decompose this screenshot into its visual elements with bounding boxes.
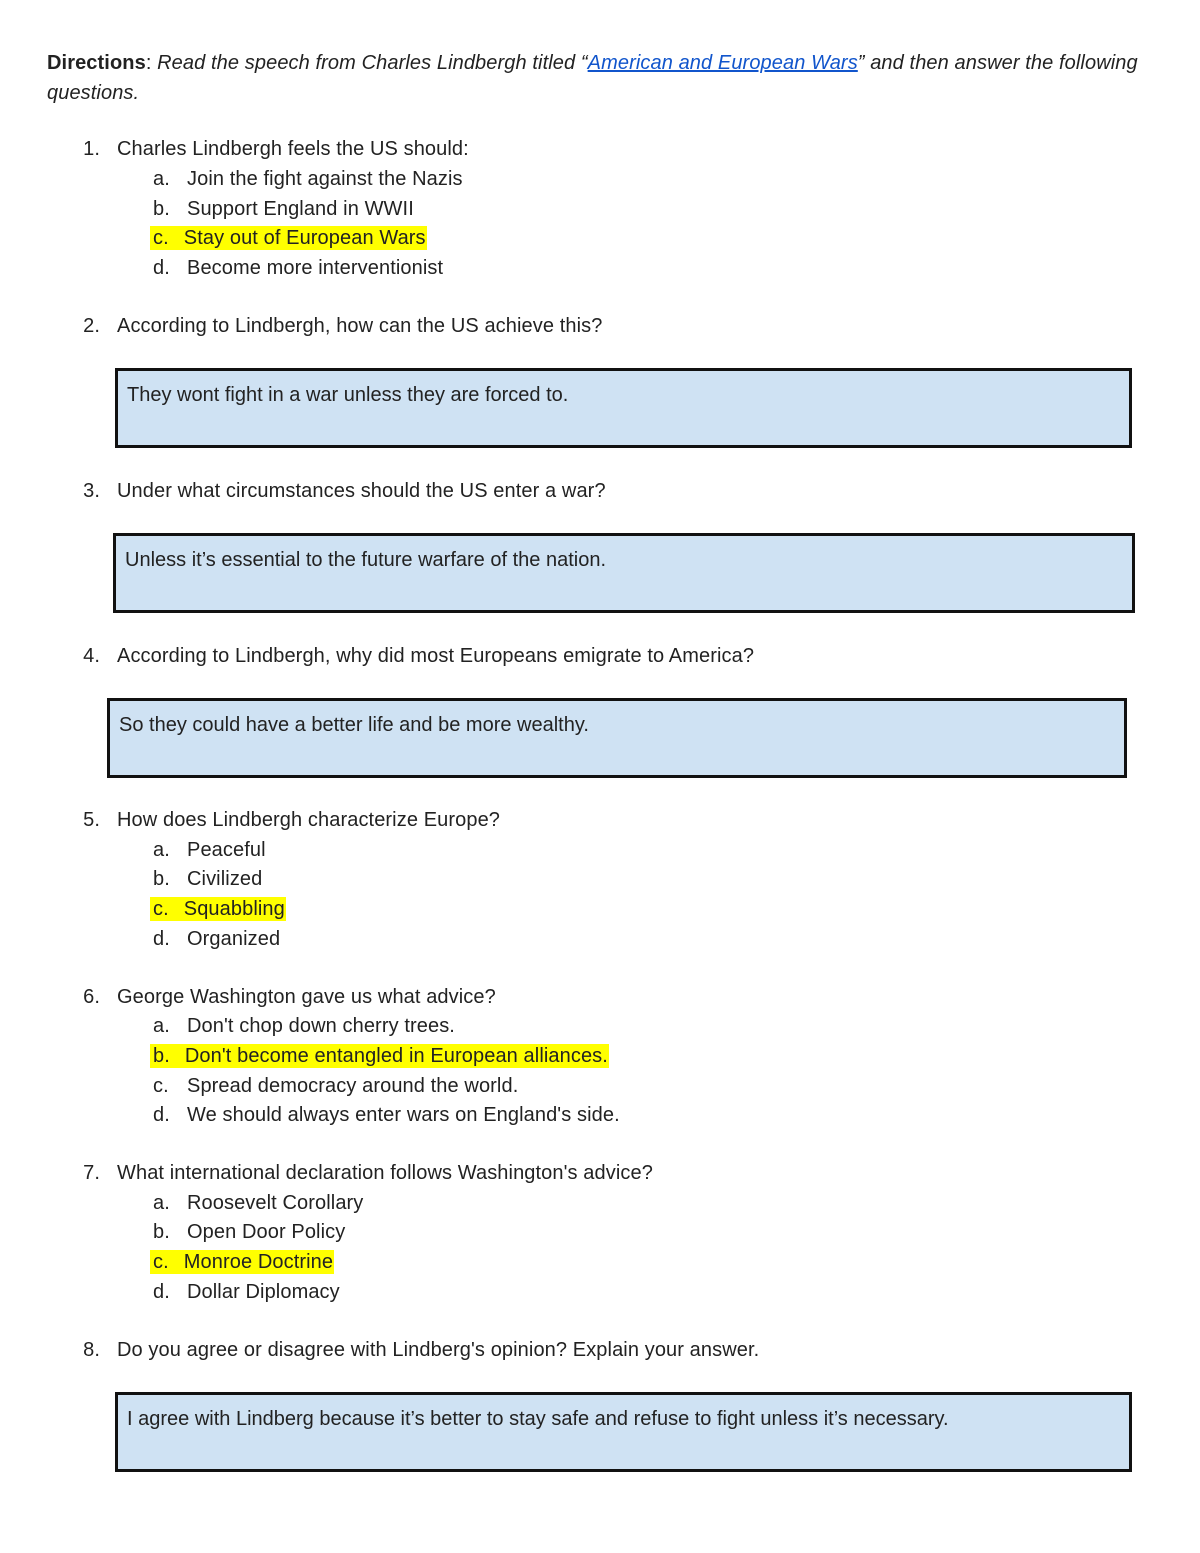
question-text: What international declaration follows Washington's advice? <box>117 1162 653 1184</box>
question-number: 8. <box>83 1339 100 1361</box>
question-number: 6. <box>83 986 100 1008</box>
question-number: 5. <box>83 809 100 831</box>
option-letter: a. <box>153 1192 170 1214</box>
question-number: 4. <box>83 645 100 667</box>
question-text: Under what circumstances should the US enter a war? <box>117 480 606 502</box>
option-text: Peaceful <box>187 839 266 861</box>
option-letter: b. <box>153 868 170 890</box>
option-letter: a. <box>153 839 170 861</box>
answer-box[interactable] <box>115 1392 1132 1472</box>
question-text: How does Lindbergh characterize Europe? <box>117 809 501 831</box>
option-letter: d. <box>153 1281 170 1303</box>
option-text: We should always enter wars on England's side. <box>187 1104 620 1126</box>
answer-text: I agree with Lindberg because it’s better to stay safe and refuse to fight unless it’s necessary. <box>127 1408 949 1430</box>
option-text: Open Door Policy <box>187 1221 346 1243</box>
question-text: Do you agree or disagree with Lindberg's opinion? Explain your answer. <box>117 1339 760 1361</box>
option-text: Civilized <box>187 868 263 890</box>
option-text: Become more interventionist <box>187 257 444 279</box>
option-letter: c. <box>153 227 169 249</box>
directions-paragraph <box>47 48 1157 108</box>
answer-box[interactable] <box>107 698 1127 778</box>
directions-colon: : <box>145 52 158 74</box>
option-letter: b. <box>153 1045 170 1067</box>
option-text: Roosevelt Corollary <box>187 1192 364 1214</box>
option-letter: b. <box>153 198 170 220</box>
option-text: Spread democracy around the world. <box>187 1075 519 1097</box>
directions-text-after: ” and then answer the following questions. <box>47 52 1138 104</box>
question-text: According to Lindbergh, how can the US achieve this? <box>117 315 603 337</box>
option-letter: a. <box>153 168 170 190</box>
selected-option <box>150 1044 609 1068</box>
option-letter: d. <box>153 1104 170 1126</box>
question-number: 3. <box>83 480 100 502</box>
answer-text: Unless it’s essential to the future warfare of the nation. <box>125 549 607 571</box>
question-number: 7. <box>83 1162 100 1184</box>
option-letter: d. <box>153 257 170 279</box>
option-text: Don't become entangled in European alliances. <box>184 1045 608 1067</box>
question-number: 1. <box>83 138 100 160</box>
answer-text: So they could have a better life and be more wealthy. <box>119 714 589 736</box>
answer-box[interactable] <box>115 368 1132 448</box>
option-text: Dollar Diplomacy <box>187 1281 340 1303</box>
directions-text-before: Read the speech from Charles Lindbergh titled “ <box>157 52 588 74</box>
answer-box[interactable] <box>113 533 1135 613</box>
option-letter: a. <box>153 1015 170 1037</box>
question-text: Charles Lindbergh feels the US should: <box>117 138 469 160</box>
question-text: George Washington gave us what advice? <box>117 986 496 1008</box>
option-text: Don't chop down cherry trees. <box>187 1015 455 1037</box>
selected-option <box>150 226 427 250</box>
option-text: Stay out of European Wars <box>183 227 426 249</box>
option-letter: c. <box>153 1075 169 1097</box>
directions-label: Directions <box>47 52 146 74</box>
option-text: Organized <box>187 928 281 950</box>
option-letter: b. <box>153 1221 170 1243</box>
option-text: Join the fight against the Nazis <box>187 168 463 190</box>
speech-link[interactable]: American and European Wars <box>587 52 858 74</box>
option-letter: d. <box>153 928 170 950</box>
selected-option <box>150 897 286 921</box>
option-text: Monroe Doctrine <box>183 1251 334 1273</box>
option-text: Squabbling <box>183 898 285 920</box>
question-number: 2. <box>83 315 100 337</box>
option-letter: c. <box>153 898 169 920</box>
option-letter: c. <box>153 1251 169 1273</box>
selected-option <box>150 1250 334 1274</box>
answer-text: They wont fight in a war unless they are forced to. <box>127 384 569 406</box>
option-text: Support England in WWII <box>187 198 414 220</box>
question-text: According to Lindbergh, why did most Europeans emigrate to America? <box>117 645 755 667</box>
